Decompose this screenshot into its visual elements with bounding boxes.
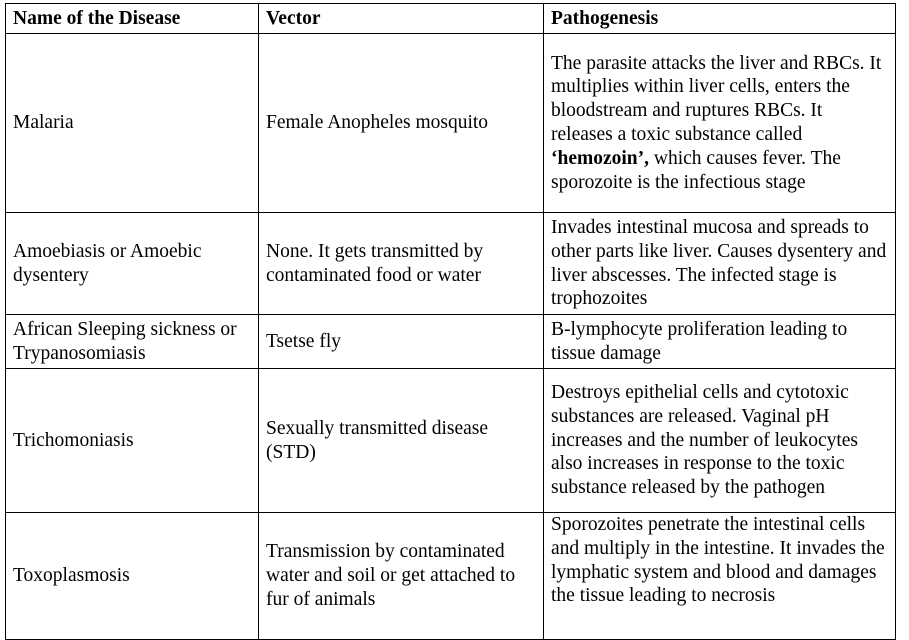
pathogenesis-text-after: which causes fever. The sporozoite is the infectious stage [551, 147, 841, 193]
cell-vector: Tsetse fly [259, 315, 544, 369]
column-header-vector: Vector [259, 4, 544, 34]
cell-pathogenesis [544, 34, 896, 213]
table-body [6, 34, 896, 640]
cell-vector: Female Anopheles mosquito [259, 34, 544, 213]
cell-disease-name: Malaria [6, 34, 259, 213]
cell-disease-name: Amoebiasis or Amoebic dysentery [6, 213, 259, 315]
cell-vector: None. It gets transmitted by contaminated food or water [259, 213, 544, 315]
disease-vector-pathogenesis-table [5, 3, 896, 640]
cell-pathogenesis: Destroys epithelial cells and cytotoxic substances are released. Vaginal pH increases and the number of leukocytes also increases in response to the toxic substance released by the pathogen [544, 369, 896, 513]
table-header-row [6, 4, 896, 34]
cell-pathogenesis: Sporozoites penetrate the intestinal cells and multiply in the intestine. It invades the lymphatic system and blood and damages the tissue leading to necrosis [544, 513, 896, 640]
cell-disease-name: Trichomoniasis [6, 369, 259, 513]
table-row [6, 513, 896, 640]
table-row [6, 369, 896, 513]
cell-pathogenesis: B-lymphocyte proliferation leading to tissue damage [544, 315, 896, 369]
cell-pathogenesis: Invades intestinal mucosa and spreads to other parts like liver. Causes dysentery and liver abscesses. The infected stage is trophozoites [544, 213, 896, 315]
column-header-pathogenesis: Pathogenesis [544, 4, 896, 34]
cell-disease-name: Toxoplasmosis [6, 513, 259, 640]
cell-disease-name: African Sleeping sickness or Trypanosomiasis [6, 315, 259, 369]
table-header [6, 4, 896, 34]
pathogenesis-highlight-hemozoin: ‘hemozoin’, [551, 147, 650, 169]
cell-vector: Sexually transmitted disease (STD) [259, 369, 544, 513]
table-row [6, 315, 896, 369]
pathogenesis-text-before: The parasite attacks the liver and RBCs. It multiplies within liver cells, enters the bloodstream and ruptures RBCs. It releases a toxic substance called [551, 52, 882, 145]
cell-vector: Transmission by contaminated water and soil or get attached to fur of animals [259, 513, 544, 640]
table-row [6, 213, 896, 315]
column-header-disease: Name of the Disease [6, 4, 259, 34]
table-row [6, 34, 896, 213]
